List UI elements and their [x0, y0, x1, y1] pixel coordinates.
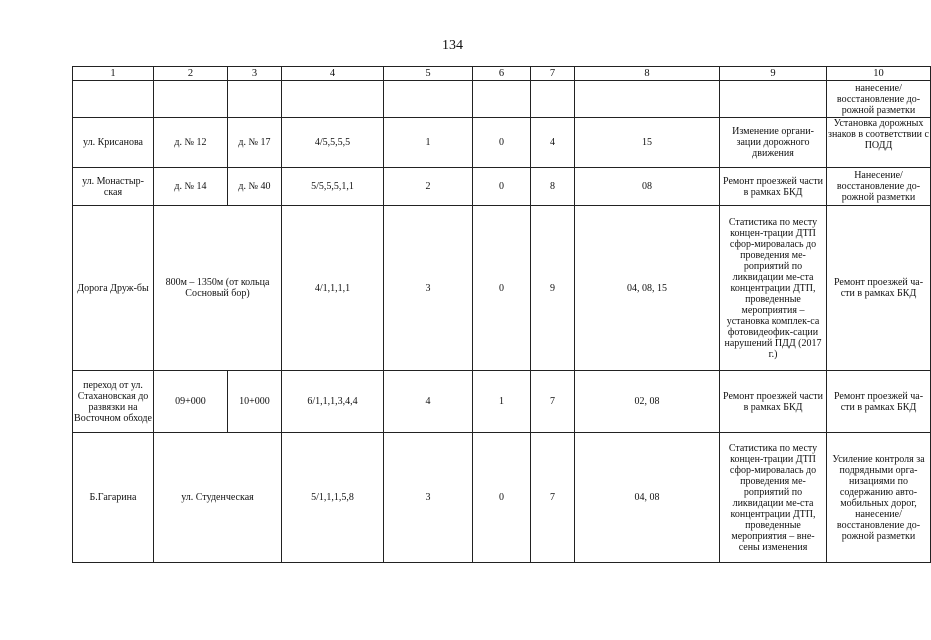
table-row [73, 206, 931, 371]
to-cell: д. № 17 [228, 118, 282, 168]
road-measures-table [72, 66, 931, 563]
header-cell: 8 [575, 67, 720, 81]
code-cell: 4/1,1,1,1 [282, 206, 384, 371]
table-header-row [73, 67, 931, 81]
count-cell: 0 [473, 118, 531, 168]
code-cell: 5/1,1,1,5,8 [282, 433, 384, 563]
type-cell: 08 [575, 168, 720, 206]
table-row [73, 118, 931, 168]
header-cell: 7 [531, 67, 575, 81]
header-cell: 4 [282, 67, 384, 81]
code-cell: 6/1,1,1,3,4,4 [282, 371, 384, 433]
count-cell: 7 [531, 433, 575, 563]
count-cell: 1 [384, 118, 473, 168]
note-cell: Изменение органи-зации дорожного движения [720, 118, 827, 168]
measure-cell: Ремонт проезжей ча-сти в рамках БКД [827, 206, 931, 371]
note-cell: Ремонт проезжей части в рамках БКД [720, 371, 827, 433]
type-cell: 15 [575, 118, 720, 168]
header-cell: 5 [384, 67, 473, 81]
from-cell: д. № 14 [154, 168, 228, 206]
count-cell: 9 [531, 206, 575, 371]
count-cell: 3 [384, 206, 473, 371]
table-cell [384, 81, 473, 118]
count-cell: 2 [384, 168, 473, 206]
note-cell: Статистика по месту концен-трации ДТП сфор-мировалась до проведения ме-роприятий по ликвидации ме-ста концентрации ДТП, проведенные мероприятия – внe-сены изменения [720, 433, 827, 563]
code-cell: 4/5,5,5,5 [282, 118, 384, 168]
page-number: 134 [442, 38, 463, 53]
type-cell: 04, 08, 15 [575, 206, 720, 371]
table-row [73, 81, 931, 118]
header-cell: 6 [473, 67, 531, 81]
table-cell [575, 81, 720, 118]
to-cell: 10+000 [228, 371, 282, 433]
count-cell: 0 [473, 168, 531, 206]
table-row [73, 168, 931, 206]
measure-cell: нанесение/ восстановление до-рожной разметки [827, 81, 931, 118]
header-cell: 1 [73, 67, 154, 81]
count-cell: 1 [473, 371, 531, 433]
note-cell: Ремонт проезжей части в рамках БКД [720, 168, 827, 206]
street-cell: переход от ул. Стахановская до развязки на Восточном обходе [73, 371, 154, 433]
street-cell: Дорога Друж-бы [73, 206, 154, 371]
header-cell: 9 [720, 67, 827, 81]
table-cell [73, 81, 154, 118]
street-cell: ул. Монастыр-ская [73, 168, 154, 206]
count-cell: 7 [531, 371, 575, 433]
code-cell: 5/5,5,5,1,1 [282, 168, 384, 206]
header-cell: 3 [228, 67, 282, 81]
count-cell: 4 [531, 118, 575, 168]
count-cell: 0 [473, 206, 531, 371]
from-cell: д. № 12 [154, 118, 228, 168]
measure-cell: Ремонт проезжей ча-сти в рамках БКД [827, 371, 931, 433]
from-cell: 09+000 [154, 371, 228, 433]
table-cell [720, 81, 827, 118]
table-cell [154, 81, 228, 118]
table-cell [228, 81, 282, 118]
count-cell: 3 [384, 433, 473, 563]
range-cell: 800м – 1350м (от кольца Сосновый бор) [154, 206, 282, 371]
note-cell: Статистика по месту концен-трации ДТП сфор-мировалась до проведения ме-роприятий по ликвидации ме-ста концентрации ДТП, проведенные мероприятия – установка комплек-са фотовидеофик-сации нарушений ПДД (2017 г.) [720, 206, 827, 371]
type-cell: 02, 08 [575, 371, 720, 433]
count-cell: 8 [531, 168, 575, 206]
table-row [73, 433, 931, 563]
range-cell: ул. Студенческая [154, 433, 282, 563]
count-cell: 0 [473, 433, 531, 563]
to-cell: д. № 40 [228, 168, 282, 206]
street-cell: Б.Гагарина [73, 433, 154, 563]
header-cell: 10 [827, 67, 931, 81]
type-cell: 04, 08 [575, 433, 720, 563]
measure-cell: Установка дорожных знаков в соответствии с ПОДД [827, 118, 931, 168]
count-cell: 4 [384, 371, 473, 433]
table-cell [473, 81, 531, 118]
table-cell [282, 81, 384, 118]
table-row [73, 371, 931, 433]
header-cell: 2 [154, 67, 228, 81]
measure-cell: Нанесение/ восстановление до-рожной разметки [827, 168, 931, 206]
street-cell: ул. Крисанова [73, 118, 154, 168]
measure-cell: Усиление контроля за подрядными орга-низациями по содержанию авто-мобильных дорог, нанесение/ восстановление до-рожной разметки [827, 433, 931, 563]
table-cell [531, 81, 575, 118]
